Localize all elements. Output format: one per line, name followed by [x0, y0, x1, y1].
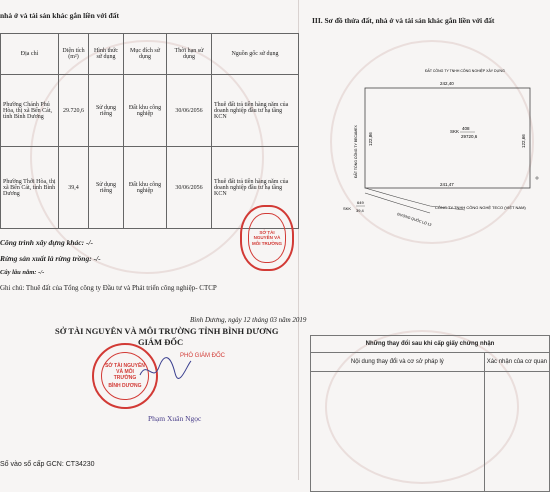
right-section-title: III. Sơ đồ thửa đất, nhà ở và tài sản khác gắn liền với đất — [312, 16, 495, 25]
cell-form: Sử dụng riêng — [89, 147, 124, 229]
header-origin: Nguồn gốc sử dụng — [212, 34, 299, 75]
side-seal-text: SỞ TÀI NGUYÊN VÀ MÔI TRƯỜNG — [251, 229, 283, 246]
signature — [135, 355, 195, 385]
cell-area: 29.720,6 — [59, 75, 89, 147]
header-form: Hình thức sử dụng — [89, 34, 124, 75]
note-line: Ghi chú: Thuê đất của Tổng công ty Đầu tư và Phát triển công nghiệp- CTCP — [0, 284, 217, 292]
small-parcel-number: 649 — [357, 200, 364, 205]
cell-area: 39,4 — [59, 147, 89, 229]
right-length: 122,66 — [521, 134, 526, 148]
parcel-number: 408 — [462, 126, 470, 131]
seal-side — [240, 205, 294, 271]
cell-address: Phường Thới Hòa, thị xã Bến Cát, tỉnh Bình Dương — [1, 147, 59, 229]
left-length: 122,86 — [368, 132, 373, 146]
deputy-title-stamp: PHÓ GIÁM ĐỐC — [180, 353, 226, 359]
north-marker — [535, 176, 539, 180]
road-label: ĐƯỜNG QUỐC LỘ 13 — [396, 212, 432, 227]
date-line: Bình Dương, ngày 12 tháng 03 năm 2019 — [190, 316, 307, 324]
parcel-area: 29720,6 — [461, 134, 478, 139]
bottom-length: 241,47 — [440, 182, 454, 187]
cell-address: Phường Chánh Phú Hòa, thị xã Bến Cát, tỉnh Bình Dương — [1, 75, 59, 147]
cell-term: 30/06/2056 — [167, 75, 212, 147]
cell-purpose: Đất khu công nghiệp — [124, 147, 167, 229]
neighbor-left-label: ĐẤT TỔNG CÔNG TY BECAMEX — [354, 125, 358, 178]
perennial-line: Cây lâu năm: -/- — [0, 269, 45, 276]
parcel-diagram — [335, 58, 550, 228]
header-area: Diện tích (m²) — [59, 34, 89, 75]
cell-term: 30/06/2056 — [167, 147, 212, 229]
director-title: GIÁM ĐỐC — [138, 337, 184, 347]
header-address: Địa chỉ — [1, 34, 59, 75]
top-length: 242,40 — [440, 81, 454, 86]
parcel-boundary — [365, 88, 530, 188]
planted-forest-line: Rừng sản xuất là rừng trồng: -/- — [0, 254, 101, 263]
serial-number: Số vào sổ cấp GCN: CT34230 — [0, 461, 95, 468]
road-edge-2 — [365, 193, 430, 213]
table-row — [1, 75, 299, 147]
header-term: Thời hạn sử dụng — [167, 34, 212, 75]
seal-place: BÌNH DƯƠNG — [108, 383, 142, 389]
changes-body-content — [311, 372, 485, 492]
changes-col-content: Nội dung thay đổi và cơ sở pháp lý — [311, 353, 485, 372]
changes-table — [310, 335, 550, 492]
land-table — [0, 33, 299, 229]
cell-origin: Thuê đất trả tiền hàng năm của doanh nghiệp đầu tư hạ tầng KCN — [212, 75, 299, 147]
table-header-row — [1, 34, 299, 75]
changes-body-confirm — [484, 372, 549, 492]
signer-name: Phạm Xuân Ngọc — [148, 414, 202, 423]
cell-form: Sử dụng riêng — [89, 75, 124, 147]
small-parcel-area: 39,4 — [356, 208, 364, 213]
cell-purpose: Đất khu công nghiệp — [124, 75, 167, 147]
left-section-title: nhà ở và tài sản khác gắn liền với đất — [0, 11, 119, 20]
small-parcel-type: SKK — [343, 206, 352, 211]
other-works-line: Công trình xây dựng khác: -/- — [0, 238, 94, 247]
cell-origin: Thuê đất trả tiền hàng năm của doanh nghiệp đầu tư hạ tầng KCN — [212, 147, 299, 229]
authority-name: SỞ TÀI NGUYÊN VÀ MÔI TRƯỜNG TỈNH BÌNH DƯƠNG — [55, 326, 279, 336]
header-purpose: Mục đích sử dụng — [124, 34, 167, 75]
seal-text: SỞ TÀI NGUYÊN VÀ MÔI TRƯỜNG — [105, 363, 145, 381]
changes-title: Những thay đổi sau khi cấp giấy chứng nhận — [311, 336, 550, 353]
neighbor-company: CÔNG TY TNHH CÔNG NGHỆ TECO (VIỆT NAM) — [435, 205, 526, 210]
parcel-type: SKK — [450, 129, 460, 134]
changes-col-confirm: Xác nhận của cơ quan — [484, 353, 549, 372]
neighbor-top-label: ĐẤT CÔNG TY TNHH CÔNG NGHIỆP XÂY DỰNG — [425, 69, 505, 73]
